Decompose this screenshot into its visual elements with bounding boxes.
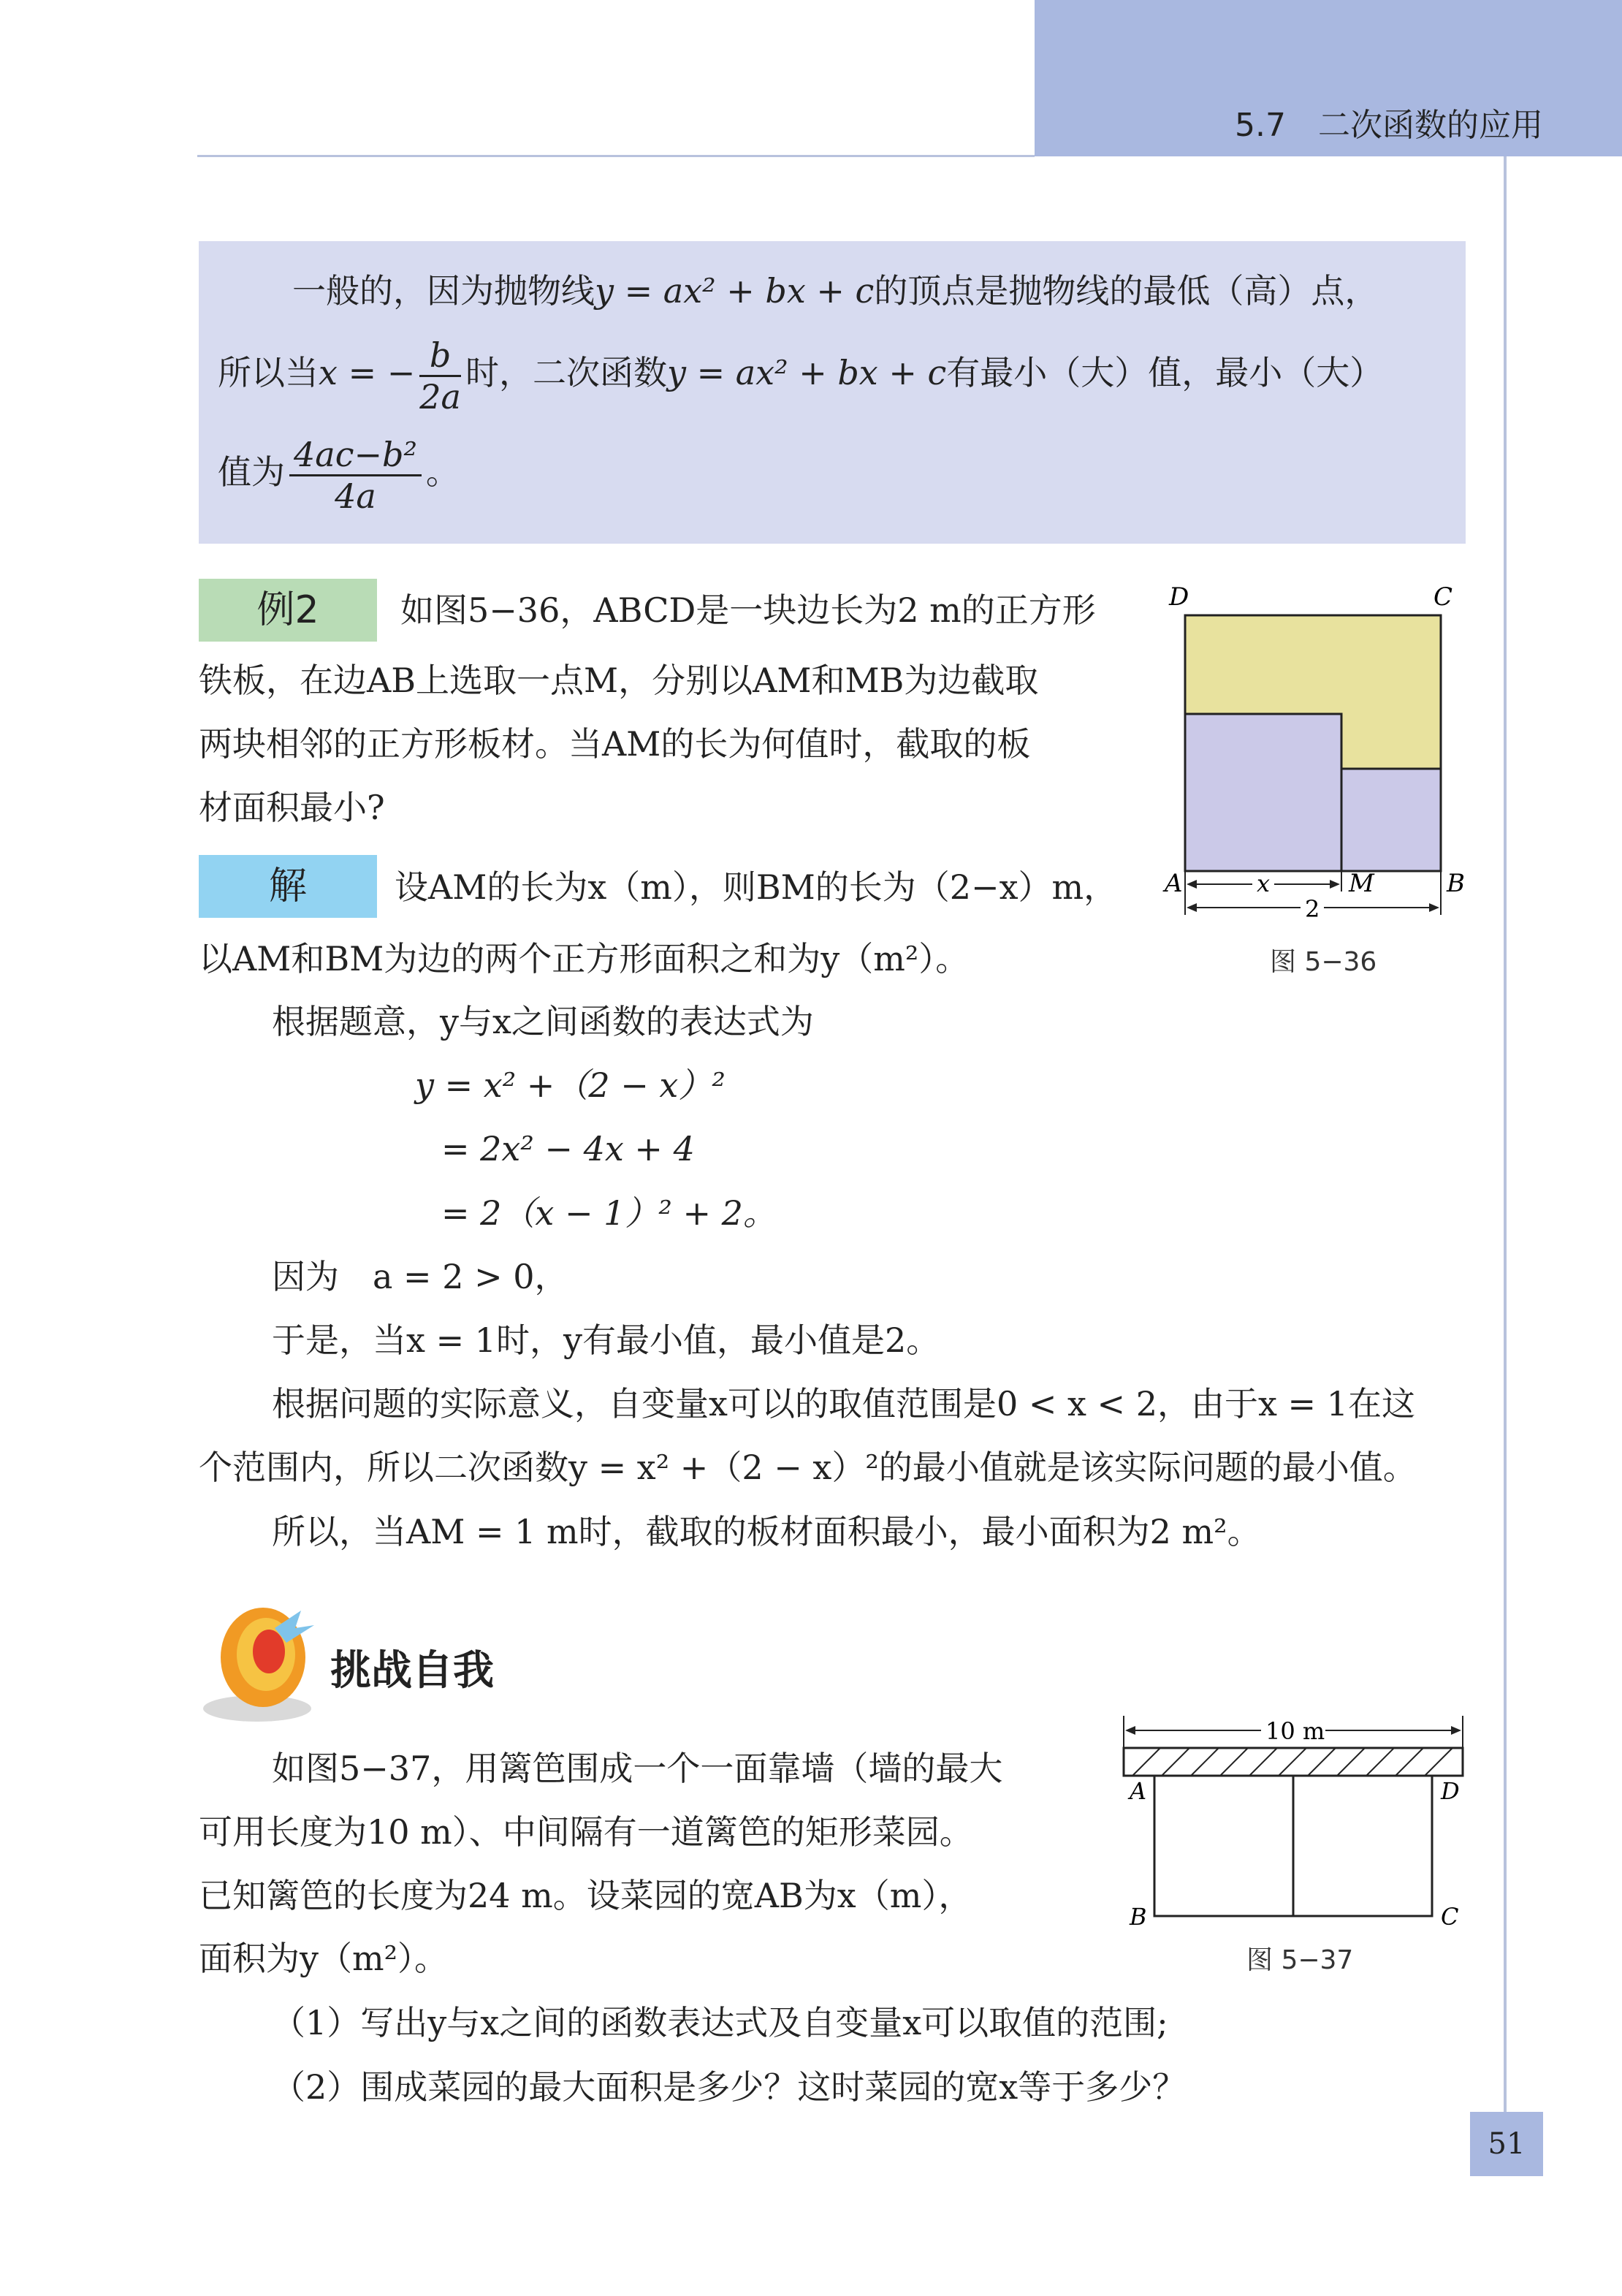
info-text: 时，二次函数 xyxy=(465,353,667,392)
info-text: 值为 xyxy=(218,452,285,492)
label-d: D xyxy=(1441,1777,1460,1805)
fraction-b-2a xyxy=(419,335,461,417)
arrow xyxy=(1429,903,1439,912)
challenge-line-2: 可用长度为10 m）、中间隔有一道篱笆的矩形菜园。 xyxy=(199,1812,973,1852)
example-line-1: 如图5−36，ABCD是一块边长为2 m的正方形 xyxy=(400,590,1096,630)
numerator: 4ac−b² xyxy=(289,435,422,476)
page-number: 51 xyxy=(1470,2112,1543,2176)
example-label: 例2 xyxy=(199,579,377,642)
label-d: D xyxy=(1169,582,1189,612)
label-m: M xyxy=(1349,869,1374,898)
formula: y = ax² + bx + c xyxy=(595,271,875,311)
challenge-line-3: 已知篱笆的长度为24 m。设菜园的宽AB为x（m）， xyxy=(199,1876,972,1915)
formula: x = − xyxy=(319,353,416,392)
figure-5-36 xyxy=(1154,570,1490,950)
margin-rule xyxy=(1504,156,1507,2173)
info-text: 。 xyxy=(425,452,460,492)
formula: y = ax² + bx + c xyxy=(666,353,947,392)
challenge-title: 挑战自我 xyxy=(330,1647,494,1695)
arrow xyxy=(1187,903,1197,912)
info-line-2 xyxy=(218,329,1383,417)
question-1: （1）写出y与x之间的函数表达式及自变量x可以取值的范围; xyxy=(272,2003,1168,2042)
target-icon xyxy=(199,1599,323,1723)
square-am xyxy=(1185,714,1341,871)
info-line-1 xyxy=(292,269,1378,313)
label-2: 2 xyxy=(1305,895,1320,923)
solution-line-7: 个范围内，所以二次函数y = x² +（2 − x）²的最小值就是该实际问题的最小值。 xyxy=(199,1448,1417,1487)
header-rule xyxy=(197,155,1035,157)
example-line-4: 材面积最小? xyxy=(199,788,385,827)
solution-line-5: 于是，当x = 1时，y有最小值，最小值是2。 xyxy=(272,1320,940,1360)
example-line-2: 铁板，在边AB上选取一点M，分别以AM和MB为边截取 xyxy=(199,661,1039,700)
figure-5-37 xyxy=(1111,1710,1476,1936)
info-text: 有最小（大）值，最小（大） xyxy=(946,353,1384,392)
solution-line-1: 设AM的长为x（m），则BM的长为（2−x）m， xyxy=(395,867,1118,907)
solution-line-6: 根据问题的实际意义，自变量x可以的取值范围是0 < x < 2，由于x = 1在这 xyxy=(272,1384,1415,1423)
fraction-min-value xyxy=(289,435,422,516)
icon-ring-inner xyxy=(253,1630,285,1673)
square-mb xyxy=(1341,769,1441,871)
example-line-3: 两块相邻的正方形板材。当AM的长为何值时，截取的板 xyxy=(199,724,1031,764)
denominator: 2a xyxy=(419,376,461,417)
solution-line-8: 所以，当AM = 1 m时，截取的板材面积最小，最小面积为2 m²。 xyxy=(272,1512,1261,1551)
label-c: C xyxy=(1433,582,1453,612)
figure-5-36-caption: 图 5−36 xyxy=(1270,947,1377,977)
arrow xyxy=(1330,880,1340,889)
label-c: C xyxy=(1441,1903,1459,1931)
info-text: 的顶点是抛物线的最低（高）点， xyxy=(874,271,1379,311)
arrow xyxy=(1187,880,1197,889)
label-a: A xyxy=(1130,1777,1147,1805)
section-title: 5.7 二次函数的应用 xyxy=(1235,107,1543,144)
label-x: x xyxy=(1257,870,1271,897)
info-text: 所以当 xyxy=(218,353,319,392)
solution-line-4: 因为 a = 2 > 0， xyxy=(272,1257,568,1296)
arrow xyxy=(1451,1726,1461,1735)
wall-hatching xyxy=(1132,1748,1452,1776)
figure-5-37-caption: 图 5−37 xyxy=(1246,1945,1354,1975)
info-line-3 xyxy=(218,428,460,516)
equation-3: = 2（x − 1）² + 2。 xyxy=(441,1193,777,1233)
label-10m: 10 m xyxy=(1265,1717,1325,1745)
question-2: （2）围成菜园的最大面积是多少？这时菜园的宽x等于多少？ xyxy=(272,2067,1187,2107)
equation-2: = 2x² − 4x + 4 xyxy=(441,1129,695,1168)
solution-line-2: 以AM和BM为边的两个正方形面积之和为y（m²）。 xyxy=(199,939,970,978)
denominator: 4a xyxy=(335,476,376,516)
label-b: B xyxy=(1447,869,1465,898)
label-b: B xyxy=(1130,1903,1147,1931)
challenge-line-4: 面积为y（m²）。 xyxy=(199,1939,449,1978)
challenge-line-1: 如图5−37，用篱笆围成一个一面靠墙（墙的最大 xyxy=(272,1749,1003,1788)
solution-label: 解 xyxy=(199,855,377,918)
equation-1: y = x² +（2 − x）² xyxy=(415,1065,726,1105)
info-text: 一般的，因为抛物线 xyxy=(292,271,595,311)
numerator: b xyxy=(419,335,461,377)
solution-line-3: 根据题意，y与x之间函数的表达式为 xyxy=(272,1002,814,1041)
arrow xyxy=(1125,1726,1135,1735)
label-a: A xyxy=(1165,869,1183,898)
